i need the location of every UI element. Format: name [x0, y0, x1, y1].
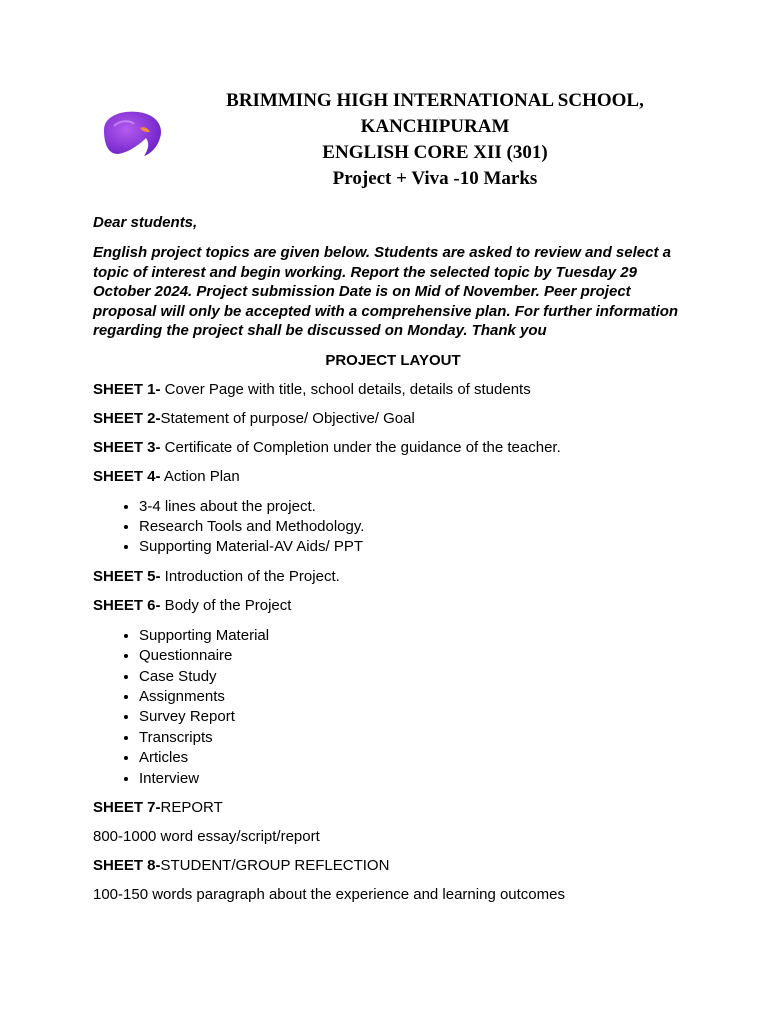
intro-paragraph: English project topics are given below. Students are asked to review and select a topic of interest and begin working. Report the selected topic by Tuesday 29 October 2024. Project submission Date is on Mid of November. Peer project proposal will only be accepted with a comprehensive plan. For further information regarding the project shall be discussed on Monday. Thank you [93, 244, 679, 339]
sheet-5-label: SHEET 5- [93, 567, 161, 585]
list-item: • Articles [139, 748, 693, 768]
layout-title: PROJECT LAYOUT [325, 351, 461, 369]
sheet-8-note: 100-150 words paragraph about the experience and learning outcomes [93, 885, 565, 903]
list-item: • 3-4 lines about the project. [139, 497, 693, 517]
list-item: • Research Tools and Methodology. [139, 517, 693, 537]
sheet-6 [93, 596, 693, 616]
sheet-4-list [93, 497, 693, 558]
sheet-8-text: STUDENT/GROUP REFLECTION [160, 856, 390, 874]
sheet-4-label: SHEET 4- [93, 467, 161, 485]
document-header [170, 88, 700, 192]
marks-title: Project + Viva -10 Marks [332, 168, 538, 189]
sheet-3-label: SHEET 3- [93, 438, 161, 456]
sheet-5-text: Introduction of the Project. [160, 567, 340, 585]
sheet-1 [93, 380, 693, 400]
sheet-4-text: Action Plan [160, 467, 240, 485]
list-item: • Supporting Material-AV Aids/ PPT [139, 537, 693, 557]
sheet-3 [93, 438, 693, 458]
sheet-6-list [93, 626, 693, 789]
sheet-6-text: Body of the Project [160, 596, 292, 614]
sheet-1-label: SHEET 1- [93, 380, 161, 398]
list-item: • Case Study [139, 667, 693, 687]
sheet-4 [93, 467, 693, 487]
document-body [93, 213, 693, 905]
sheet-8 [93, 856, 693, 876]
sheet-6-label: SHEET 6- [93, 596, 161, 614]
list-item: • Survey Report [139, 707, 693, 727]
sheet-2-text: Statement of purpose/ Objective/ Goal [160, 409, 415, 427]
greeting: Dear students, [93, 214, 198, 231]
sheet-3-text: Certificate of Completion under the guidance of the teacher. [160, 438, 561, 456]
sheet-7-label: SHEET 7- [93, 798, 161, 816]
school-logo-icon [100, 108, 166, 160]
sheet-7-note: 800-1000 word essay/script/report [93, 827, 320, 845]
sheet-5 [93, 567, 693, 587]
list-item: • Questionnaire [139, 646, 693, 666]
list-item: • Interview [139, 769, 693, 789]
sheet-7-text: REPORT [160, 798, 223, 816]
school-location: KANCHIPURAM [360, 116, 510, 137]
school-name: BRIMMING HIGH INTERNATIONAL SCHOOL, [226, 90, 644, 111]
course-title: ENGLISH CORE XII (301) [322, 142, 548, 163]
sheet-2-label: SHEET 2- [93, 409, 161, 427]
sheet-8-label: SHEET 8- [93, 856, 161, 874]
sheet-7 [93, 798, 693, 818]
sheet-2 [93, 409, 693, 429]
sheet-1-text: Cover Page with title, school details, details of students [160, 380, 531, 398]
list-item: • Supporting Material [139, 626, 693, 646]
list-item: • Assignments [139, 687, 693, 707]
list-item: • Transcripts [139, 728, 693, 748]
